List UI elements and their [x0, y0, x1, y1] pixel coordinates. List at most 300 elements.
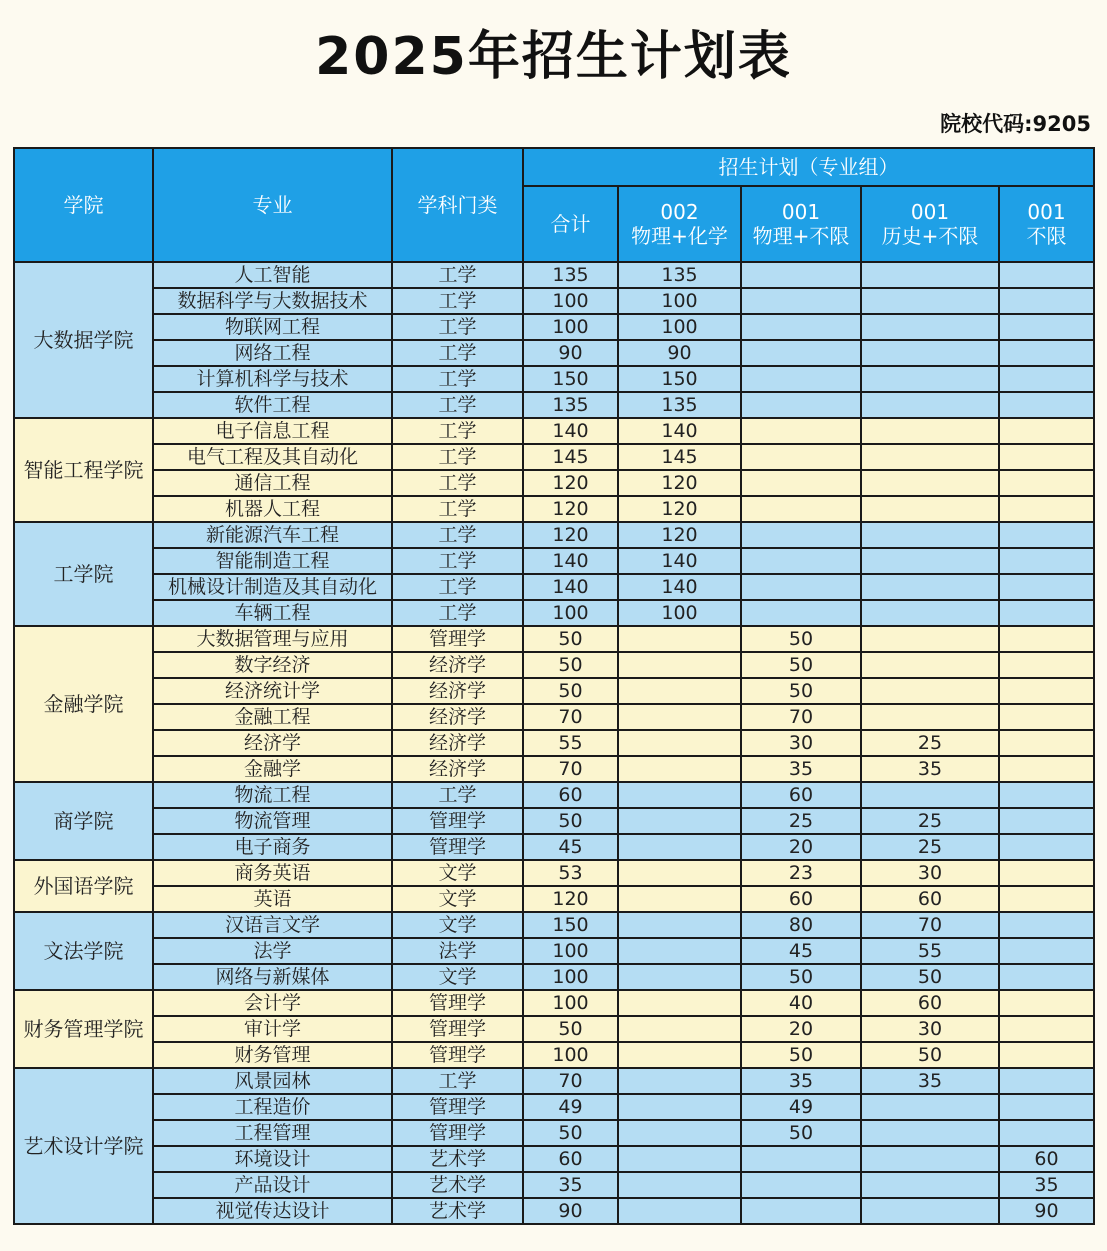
group-3-cell: [861, 522, 999, 548]
group-1-cell: [618, 1068, 741, 1094]
category-cell: 管理学: [392, 834, 523, 860]
group-1-cell: 100: [618, 314, 741, 340]
group-4-cell: [999, 912, 1094, 938]
group-3-cell: [861, 366, 999, 392]
group-3-cell: 50: [861, 1042, 999, 1068]
major-cell: 电气工程及其自动化: [153, 444, 392, 470]
category-cell: 法学: [392, 938, 523, 964]
group-4-cell: [999, 288, 1094, 314]
major-cell: 经济统计学: [153, 678, 392, 704]
total-cell: 60: [523, 1146, 618, 1172]
total-cell: 120: [523, 470, 618, 496]
category-cell: 工学: [392, 470, 523, 496]
group-4-cell: [999, 808, 1094, 834]
table-row: [14, 522, 1094, 548]
group-1-cell: [618, 1172, 741, 1198]
group-2-cell: 50: [741, 1120, 861, 1146]
group-2-cell: [741, 262, 861, 288]
group-3-cell: 35: [861, 756, 999, 782]
group-4-cell: [999, 652, 1094, 678]
category-cell: 经济学: [392, 678, 523, 704]
table-row: [14, 314, 1094, 340]
category-cell: 管理学: [392, 1094, 523, 1120]
group-3-cell: [861, 678, 999, 704]
category-cell: 工学: [392, 600, 523, 626]
group-1-cell: 140: [618, 574, 741, 600]
group-4-cell: [999, 262, 1094, 288]
group-1-cell: [618, 1042, 741, 1068]
group-subject: 历史+不限: [881, 224, 979, 248]
category-cell: 工学: [392, 262, 523, 288]
group-4-cell: [999, 678, 1094, 704]
total-cell: 90: [523, 340, 618, 366]
category-cell: 管理学: [392, 1016, 523, 1042]
group-1-cell: [618, 886, 741, 912]
group-code: 001: [910, 200, 950, 224]
college-cell: 工学院: [14, 522, 153, 626]
category-cell: 艺术学: [392, 1146, 523, 1172]
group-3-cell: 70: [861, 912, 999, 938]
major-cell: 人工智能: [153, 262, 392, 288]
category-cell: 艺术学: [392, 1198, 523, 1224]
category-cell: 文学: [392, 912, 523, 938]
group-2-cell: 45: [741, 938, 861, 964]
group-3-cell: 55: [861, 938, 999, 964]
major-cell: 车辆工程: [153, 600, 392, 626]
total-cell: 35: [523, 1172, 618, 1198]
category-cell: 文学: [392, 964, 523, 990]
group-3-cell: [861, 600, 999, 626]
group-2-cell: [741, 1198, 861, 1224]
major-cell: 汉语言文学: [153, 912, 392, 938]
group-4-cell: [999, 626, 1094, 652]
category-cell: 工学: [392, 522, 523, 548]
group-4-cell: [999, 548, 1094, 574]
major-cell: 智能制造工程: [153, 548, 392, 574]
header-group-3: [861, 186, 999, 262]
total-cell: 140: [523, 548, 618, 574]
category-cell: 工学: [392, 1068, 523, 1094]
total-cell: 60: [523, 782, 618, 808]
group-2-cell: [741, 600, 861, 626]
group-3-cell: 25: [861, 834, 999, 860]
table-row: [14, 1120, 1094, 1146]
table-row: [14, 600, 1094, 626]
table-row: [14, 860, 1094, 886]
page-title: 2025年招生计划表: [315, 27, 792, 87]
category-cell: 经济学: [392, 652, 523, 678]
group-2-cell: [741, 1146, 861, 1172]
category-cell: 文学: [392, 886, 523, 912]
major-cell: 金融工程: [153, 704, 392, 730]
group-2-cell: [741, 418, 861, 444]
group-3-cell: [861, 444, 999, 470]
category-cell: 经济学: [392, 704, 523, 730]
group-1-cell: [618, 730, 741, 756]
table-row: [14, 418, 1094, 444]
table-row: [14, 730, 1094, 756]
table-row: [14, 756, 1094, 782]
table-row: [14, 782, 1094, 808]
total-cell: 55: [523, 730, 618, 756]
table-row: [14, 808, 1094, 834]
group-4-cell: [999, 886, 1094, 912]
group-code: 001: [781, 200, 821, 224]
total-cell: 50: [523, 678, 618, 704]
group-4-cell: [999, 1068, 1094, 1094]
group-4-cell: [999, 418, 1094, 444]
table-header: [14, 148, 1094, 262]
major-cell: 通信工程: [153, 470, 392, 496]
school-code: 院校代码:9205: [940, 112, 1091, 136]
category-cell: 管理学: [392, 808, 523, 834]
group-1-cell: 140: [618, 548, 741, 574]
college-cell: 金融学院: [14, 626, 153, 782]
college-cell: 智能工程学院: [14, 418, 153, 522]
total-cell: 90: [523, 1198, 618, 1224]
group-1-cell: 100: [618, 288, 741, 314]
total-cell: 49: [523, 1094, 618, 1120]
group-3-cell: [861, 392, 999, 418]
group-2-cell: [741, 496, 861, 522]
group-1-cell: [618, 990, 741, 1016]
group-3-cell: 60: [861, 886, 999, 912]
major-cell: 法学: [153, 938, 392, 964]
group-3-cell: [861, 782, 999, 808]
total-cell: 135: [523, 262, 618, 288]
group-3-cell: [861, 496, 999, 522]
group-3-cell: [861, 652, 999, 678]
major-cell: 经济学: [153, 730, 392, 756]
group-4-cell: [999, 1094, 1094, 1120]
college-cell: 外国语学院: [14, 860, 153, 912]
table-row: [14, 886, 1094, 912]
category-cell: 文学: [392, 860, 523, 886]
group-3-cell: [861, 704, 999, 730]
group-4-cell: [999, 990, 1094, 1016]
college-cell: 大数据学院: [14, 262, 153, 418]
major-cell: 审计学: [153, 1016, 392, 1042]
header-group-2: [741, 186, 861, 262]
total-cell: 100: [523, 600, 618, 626]
group-3-cell: [861, 626, 999, 652]
table-row: [14, 392, 1094, 418]
table-row: [14, 626, 1094, 652]
table-row: [14, 496, 1094, 522]
major-cell: 商务英语: [153, 860, 392, 886]
major-cell: 工程管理: [153, 1120, 392, 1146]
group-4-cell: [999, 522, 1094, 548]
group-4-cell: [999, 470, 1094, 496]
table-row: [14, 262, 1094, 288]
header-group-1: [618, 186, 741, 262]
group-4-cell: [999, 834, 1094, 860]
total-cell: 70: [523, 704, 618, 730]
group-2-cell: [741, 314, 861, 340]
total-cell: 140: [523, 574, 618, 600]
group-3-cell: 30: [861, 860, 999, 886]
group-2-cell: 70: [741, 704, 861, 730]
table-row: [14, 1016, 1094, 1042]
table-row: [14, 1146, 1094, 1172]
header-major: 专业: [153, 148, 392, 262]
total-cell: 70: [523, 756, 618, 782]
major-cell: 新能源汽车工程: [153, 522, 392, 548]
group-3-cell: 25: [861, 808, 999, 834]
enrollment-plan-table: [13, 147, 1095, 1225]
group-2-cell: [741, 288, 861, 314]
category-cell: 工学: [392, 392, 523, 418]
group-subject: 物理+不限: [752, 224, 850, 248]
group-4-cell: [999, 366, 1094, 392]
group-1-cell: [618, 678, 741, 704]
major-cell: 视觉传达设计: [153, 1198, 392, 1224]
college-cell: 文法学院: [14, 912, 153, 990]
group-2-cell: 50: [741, 626, 861, 652]
total-cell: 135: [523, 392, 618, 418]
category-cell: 工学: [392, 444, 523, 470]
group-subject: 物理+化学: [631, 224, 728, 248]
category-cell: 工学: [392, 366, 523, 392]
category-cell: 工学: [392, 574, 523, 600]
category-cell: 工学: [392, 782, 523, 808]
group-1-cell: [618, 964, 741, 990]
group-1-cell: [618, 1198, 741, 1224]
group-1-cell: [618, 860, 741, 886]
category-cell: 经济学: [392, 756, 523, 782]
table-body: [14, 262, 1094, 1224]
group-1-cell: 120: [618, 522, 741, 548]
group-1-cell: [618, 1094, 741, 1120]
table-row: [14, 366, 1094, 392]
group-1-cell: 120: [618, 470, 741, 496]
group-1-cell: 90: [618, 340, 741, 366]
major-cell: 环境设计: [153, 1146, 392, 1172]
group-4-cell: [999, 340, 1094, 366]
group-4-cell: [999, 314, 1094, 340]
category-cell: 工学: [392, 314, 523, 340]
group-4-cell: [999, 574, 1094, 600]
category-cell: 经济学: [392, 730, 523, 756]
major-cell: 工程造价: [153, 1094, 392, 1120]
total-cell: 140: [523, 418, 618, 444]
group-2-cell: [741, 392, 861, 418]
group-2-cell: 50: [741, 1042, 861, 1068]
total-cell: 100: [523, 288, 618, 314]
group-3-cell: [861, 470, 999, 496]
table-row: [14, 1198, 1094, 1224]
total-cell: 50: [523, 1016, 618, 1042]
group-2-cell: [741, 470, 861, 496]
major-cell: 英语: [153, 886, 392, 912]
group-1-cell: [618, 834, 741, 860]
group-4-cell: 60: [999, 1146, 1094, 1172]
total-cell: 120: [523, 522, 618, 548]
major-cell: 金融学: [153, 756, 392, 782]
table-row: [14, 834, 1094, 860]
header-college: 学院: [14, 148, 153, 262]
group-2-cell: 20: [741, 1016, 861, 1042]
table-row: [14, 1068, 1094, 1094]
table-row: [14, 574, 1094, 600]
group-subject: 不限: [1026, 224, 1067, 248]
group-4-cell: [999, 1120, 1094, 1146]
group-3-cell: [861, 548, 999, 574]
header-total: 合计: [523, 186, 618, 262]
group-1-cell: [618, 756, 741, 782]
group-2-cell: 50: [741, 678, 861, 704]
header-category: 学科门类: [392, 148, 523, 262]
group-3-cell: [861, 314, 999, 340]
group-1-cell: [618, 808, 741, 834]
category-cell: 工学: [392, 340, 523, 366]
group-1-cell: 135: [618, 392, 741, 418]
group-3-cell: 25: [861, 730, 999, 756]
major-cell: 网络工程: [153, 340, 392, 366]
table-row: [14, 1094, 1094, 1120]
group-4-cell: [999, 704, 1094, 730]
group-2-cell: 35: [741, 756, 861, 782]
group-3-cell: 30: [861, 1016, 999, 1042]
group-3-cell: [861, 1094, 999, 1120]
group-1-cell: [618, 782, 741, 808]
group-4-cell: [999, 1016, 1094, 1042]
college-cell: 商学院: [14, 782, 153, 860]
total-cell: 100: [523, 938, 618, 964]
category-cell: 工学: [392, 418, 523, 444]
group-3-cell: [861, 1120, 999, 1146]
table-row: [14, 340, 1094, 366]
group-3-cell: [861, 1172, 999, 1198]
group-2-cell: [741, 444, 861, 470]
group-1-cell: 135: [618, 262, 741, 288]
category-cell: 工学: [392, 548, 523, 574]
category-cell: 管理学: [392, 1042, 523, 1068]
group-2-cell: [741, 522, 861, 548]
group-3-cell: 50: [861, 964, 999, 990]
total-cell: 50: [523, 808, 618, 834]
group-1-cell: [618, 1016, 741, 1042]
group-2-cell: [741, 548, 861, 574]
group-4-cell: [999, 1042, 1094, 1068]
group-2-cell: 23: [741, 860, 861, 886]
group-2-cell: 40: [741, 990, 861, 1016]
group-4-cell: 90: [999, 1198, 1094, 1224]
college-cell: 财务管理学院: [14, 990, 153, 1068]
group-1-cell: [618, 912, 741, 938]
header-group-4: [999, 186, 1094, 262]
major-cell: 机器人工程: [153, 496, 392, 522]
major-cell: 计算机科学与技术: [153, 366, 392, 392]
group-4-cell: [999, 860, 1094, 886]
group-2-cell: 25: [741, 808, 861, 834]
major-cell: 物流工程: [153, 782, 392, 808]
group-1-cell: 120: [618, 496, 741, 522]
table-row: [14, 444, 1094, 470]
category-cell: 管理学: [392, 990, 523, 1016]
total-cell: 100: [523, 990, 618, 1016]
group-2-cell: 60: [741, 886, 861, 912]
total-cell: 100: [523, 964, 618, 990]
group-2-cell: 35: [741, 1068, 861, 1094]
total-cell: 70: [523, 1068, 618, 1094]
group-1-cell: [618, 652, 741, 678]
table-row: [14, 678, 1094, 704]
group-4-cell: [999, 756, 1094, 782]
group-1-cell: [618, 626, 741, 652]
group-2-cell: [741, 340, 861, 366]
group-1-cell: 150: [618, 366, 741, 392]
major-cell: 电子信息工程: [153, 418, 392, 444]
group-3-cell: [861, 288, 999, 314]
group-4-cell: [999, 496, 1094, 522]
group-3-cell: [861, 1198, 999, 1224]
group-2-cell: 20: [741, 834, 861, 860]
group-1-cell: [618, 1120, 741, 1146]
group-4-cell: [999, 730, 1094, 756]
total-cell: 120: [523, 496, 618, 522]
group-1-cell: [618, 704, 741, 730]
major-cell: 风景园林: [153, 1068, 392, 1094]
major-cell: 机械设计制造及其自动化: [153, 574, 392, 600]
major-cell: 网络与新媒体: [153, 964, 392, 990]
major-cell: 财务管理: [153, 1042, 392, 1068]
table-row: [14, 470, 1094, 496]
group-4-cell: 35: [999, 1172, 1094, 1198]
table-row: [14, 652, 1094, 678]
total-cell: 150: [523, 912, 618, 938]
table-row: [14, 938, 1094, 964]
category-cell: 管理学: [392, 1120, 523, 1146]
major-cell: 数字经济: [153, 652, 392, 678]
group-4-cell: [999, 964, 1094, 990]
group-4-cell: [999, 392, 1094, 418]
group-1-cell: [618, 1146, 741, 1172]
group-code: 002: [660, 200, 699, 224]
total-cell: 100: [523, 1042, 618, 1068]
table-row: [14, 288, 1094, 314]
total-cell: 145: [523, 444, 618, 470]
group-2-cell: 50: [741, 652, 861, 678]
group-2-cell: [741, 1172, 861, 1198]
header-plan-group: 招生计划（专业组）: [523, 148, 1094, 186]
group-1-cell: 145: [618, 444, 741, 470]
group-2-cell: 30: [741, 730, 861, 756]
table-row: [14, 1172, 1094, 1198]
group-1-cell: 100: [618, 600, 741, 626]
category-cell: 管理学: [392, 626, 523, 652]
group-2-cell: [741, 366, 861, 392]
category-cell: 艺术学: [392, 1172, 523, 1198]
total-cell: 150: [523, 366, 618, 392]
group-3-cell: [861, 262, 999, 288]
total-cell: 50: [523, 652, 618, 678]
group-2-cell: 49: [741, 1094, 861, 1120]
group-3-cell: 35: [861, 1068, 999, 1094]
group-1-cell: [618, 938, 741, 964]
group-2-cell: 80: [741, 912, 861, 938]
category-cell: 工学: [392, 496, 523, 522]
group-4-cell: [999, 444, 1094, 470]
group-1-cell: 140: [618, 418, 741, 444]
major-cell: 数据科学与大数据技术: [153, 288, 392, 314]
table-row: [14, 964, 1094, 990]
major-cell: 产品设计: [153, 1172, 392, 1198]
major-cell: 物流管理: [153, 808, 392, 834]
group-3-cell: [861, 418, 999, 444]
major-cell: 会计学: [153, 990, 392, 1016]
table-row: [14, 990, 1094, 1016]
